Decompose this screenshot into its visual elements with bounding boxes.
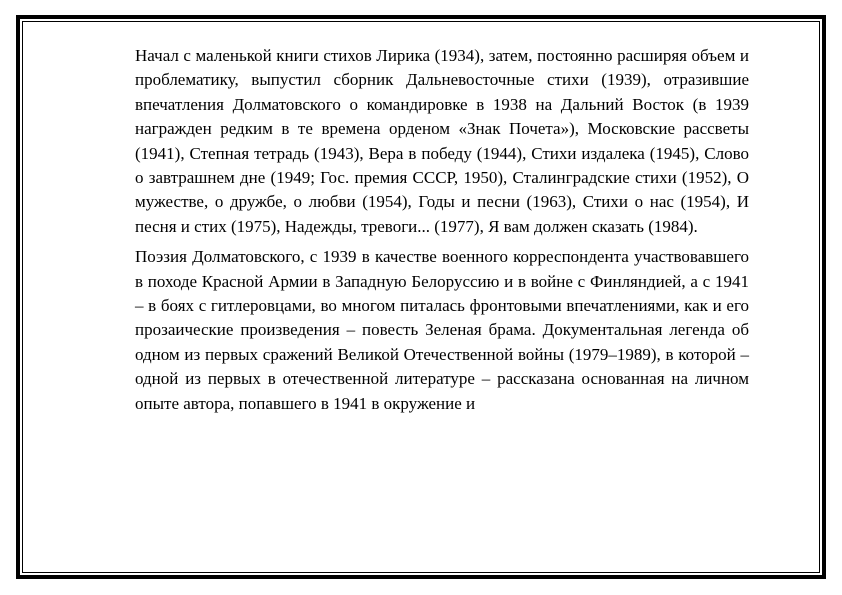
document-body bbox=[135, 44, 749, 416]
paragraph-1: Начал с маленькой книги стихов Лирика (1934), затем, постоянно расширяя объем и проблематику, выпустил сборник Дальневосточные стихи (1939), отразившие впечатления Долматовского о командировке в 1938 на Дальний Восток (в 1939 награжден редким в те времена орденом «Знак Почета»), Московские рассветы (1941), Степная тетрадь (1943), Вера в победу (1944), Стихи издалека (1945), Слово о завтрашнем дне (1949; Гос. премия СССР, 1950), Сталинградские стихи (1952), О мужестве, о дружбе, о любви (1954), Годы и песни (1963), Стихи о нас (1954), И песня и стих (1975), Надежды, тревоги... (1977), Я вам должен сказать (1984). bbox=[135, 46, 749, 236]
paragraph-2: Поэзия Долматовского, с 1939 в качестве военного корреспондента участвовавшего в походе Красной Армии в Западную Белоруссию и в войне с Финляндией, а с 1941 – в боях с гитлеровцами, во многом питалась фронтовыми впечатлениями, как и его прозаические произведения – повесть Зеленая брама. Документальная легенда об одном из первых сражений Великой Отечественной войны (1979–1989), в которой – одной из первых в отечественной литературе – рассказана основанная на личном опыте автора, попавшего в 1941 в окружение и bbox=[135, 247, 749, 413]
